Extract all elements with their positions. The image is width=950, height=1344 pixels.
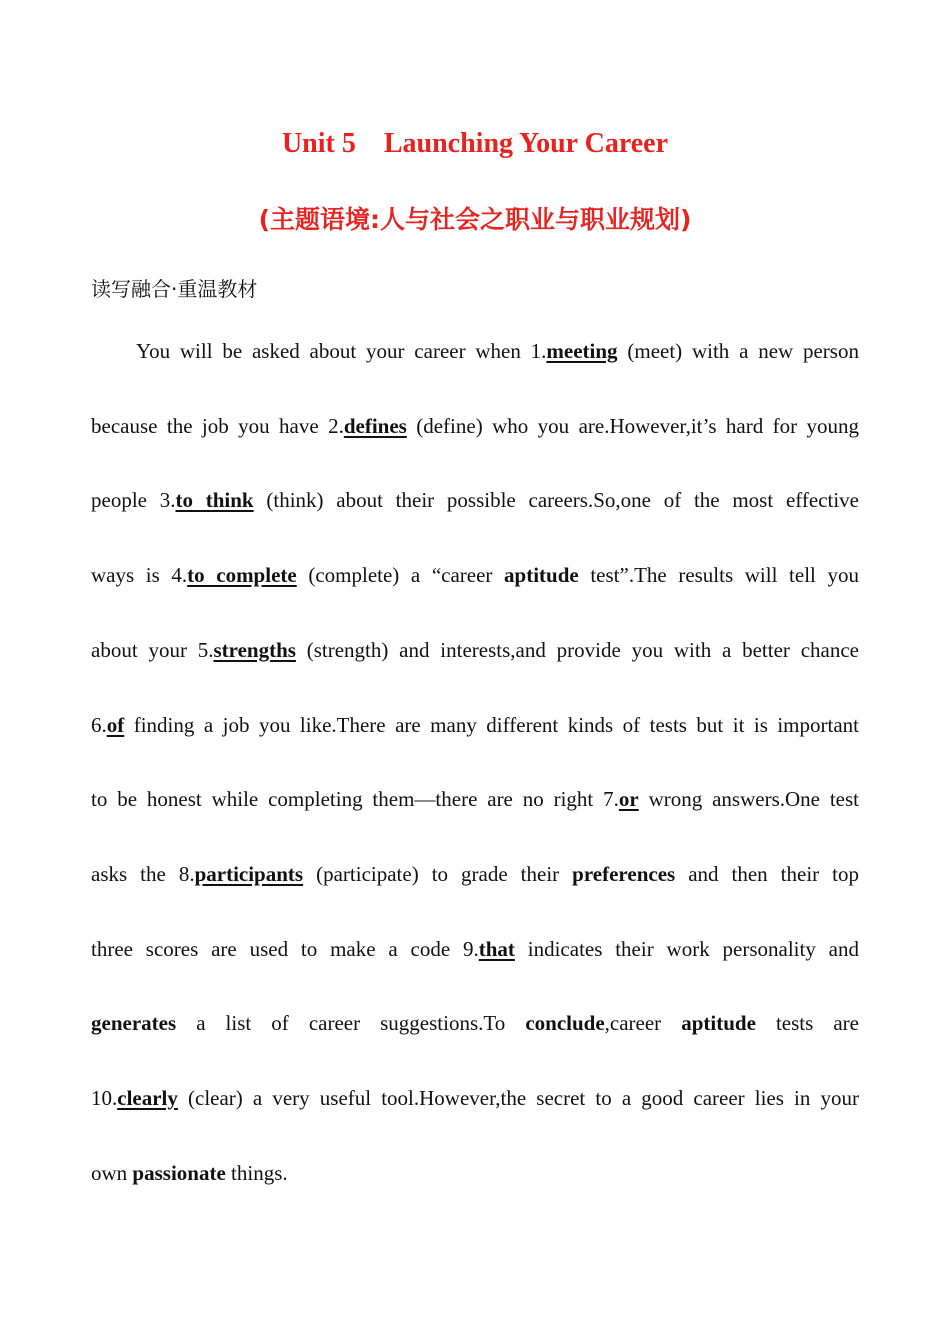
- answer-blank: of: [106, 712, 125, 737]
- passage-text: (strength) and interests,and provide you with a better chance: [295, 637, 859, 662]
- answer-blank: defines: [343, 413, 407, 438]
- passage-text: three scores are used to make a code 9.: [91, 936, 479, 961]
- passage-text: (meet) with a new person: [617, 339, 859, 363]
- passage-line: [91, 484, 859, 516]
- answer-blank: meeting: [546, 339, 618, 363]
- answer-blank: clearly: [117, 1086, 178, 1110]
- passage-text: asks the 8.: [91, 861, 195, 886]
- theme-subtitle: (主题语境:人与社会之职业与职业规划): [258, 205, 692, 234]
- passage-text: finding a job you like.There are many different kinds of tests but it is important: [124, 712, 859, 737]
- passage-line: [91, 858, 859, 890]
- passage-text: ,career: [604, 1011, 682, 1036]
- keyword: passionate: [132, 1160, 226, 1185]
- passage-text: ways is 4.: [91, 563, 188, 588]
- keyword: aptitude: [681, 1011, 756, 1036]
- passage-text: about your 5.: [91, 637, 214, 662]
- passage-text: tests are: [755, 1011, 859, 1036]
- answer-blank: to think: [175, 488, 254, 513]
- passage-text: You will be asked about your career when 1.: [136, 339, 547, 363]
- unit-title: Unit 5 Launching Your Career: [281, 128, 669, 159]
- answer-blank: strengths: [213, 637, 296, 662]
- keyword: aptitude: [504, 563, 579, 588]
- passage-text: a list of career suggestions.To: [176, 1011, 526, 1036]
- passage-line: [91, 783, 859, 815]
- passage-text: things.: [225, 1160, 288, 1185]
- passage-text: (complete) a “career: [296, 563, 505, 588]
- passage-line: [91, 933, 859, 965]
- passage-text: (define) who you are.However,it’s hard for young: [406, 413, 859, 438]
- passage-text: because the job you have 2.: [91, 413, 344, 438]
- passage-text: 6.: [91, 712, 107, 737]
- passage-line: [91, 1157, 859, 1189]
- answer-blank: participants: [194, 861, 304, 886]
- section-heading: 读写融合·重温教材: [91, 277, 258, 301]
- passage-line: [91, 634, 859, 666]
- answer-blank: that: [478, 936, 515, 961]
- passage-text: to be honest while completing them—there are no right 7.: [91, 787, 619, 812]
- passage-text: (participate) to grade their: [303, 861, 573, 886]
- passage-text: (think) about their possible careers.So,one of the most effective: [253, 488, 860, 513]
- passage-text: people 3.: [91, 488, 176, 513]
- passage-text: wrong answers.One test: [638, 787, 860, 812]
- answer-blank: or: [618, 787, 639, 812]
- passage-text: (clear) a very useful tool.However,the secret to a good career lies in your: [177, 1086, 859, 1110]
- passage-line: [91, 1082, 859, 1114]
- passage-line: [91, 559, 859, 591]
- keyword: generates: [91, 1011, 177, 1036]
- passage-line: [136, 335, 859, 367]
- answer-blank: to complete: [187, 563, 297, 588]
- passage-line: [91, 1007, 859, 1039]
- keyword: conclude: [525, 1011, 605, 1036]
- passage-line: [91, 410, 859, 442]
- passage-text: indicates their work personality and: [514, 936, 859, 961]
- passage-line: [91, 709, 859, 741]
- passage-text: own: [91, 1160, 133, 1185]
- passage-text: and then their top: [675, 861, 859, 886]
- passage-text: 10.: [91, 1086, 118, 1110]
- passage-text: test”.The results will tell you: [578, 563, 859, 588]
- keyword: preferences: [572, 861, 676, 886]
